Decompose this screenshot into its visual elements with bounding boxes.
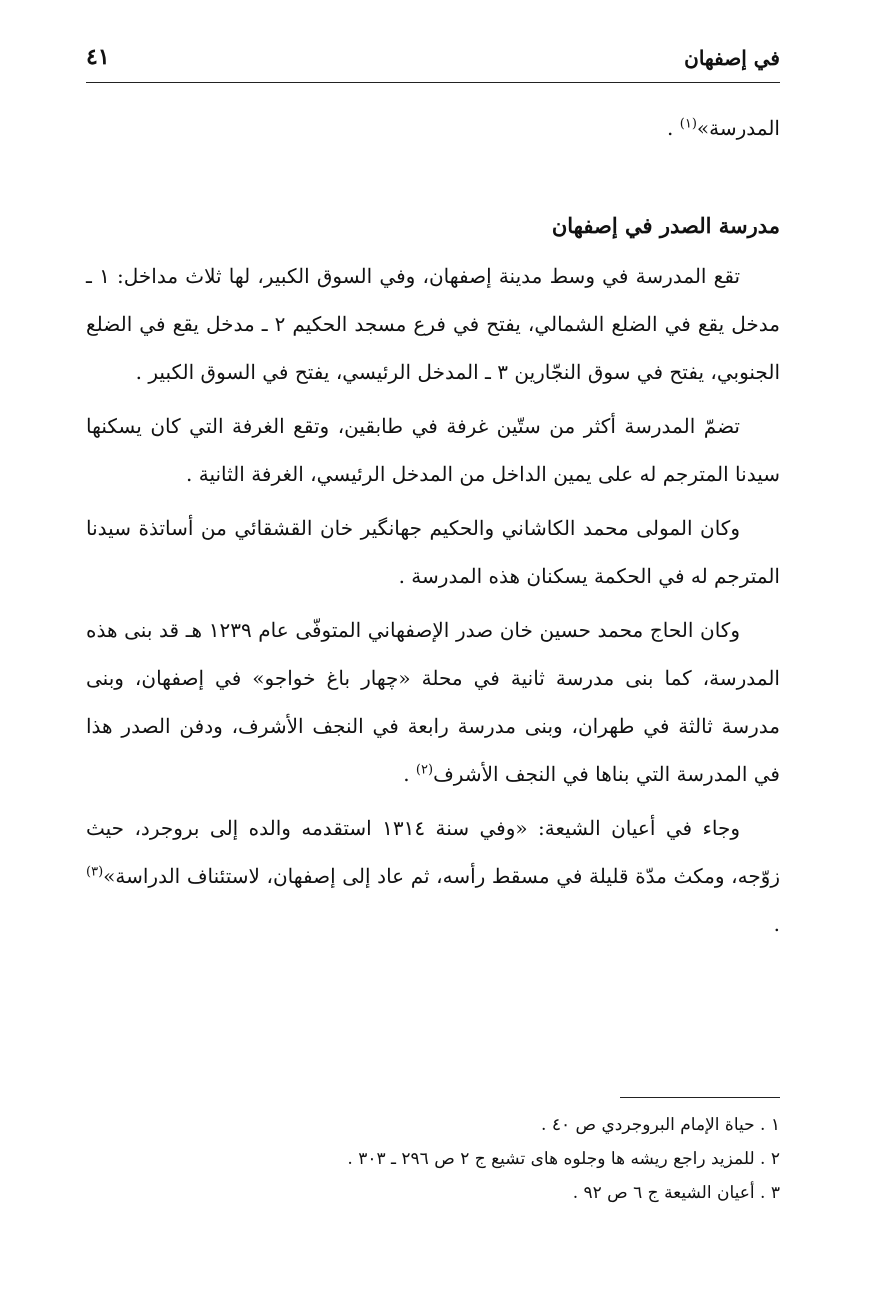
footnote-ref-2: (٢) — [415, 762, 434, 778]
paragraph-founder — [86, 606, 780, 798]
section-body — [86, 252, 780, 948]
footnote-ref-3: (٣) — [86, 864, 104, 880]
continuation-paragraph — [86, 104, 780, 152]
paragraph-ayan-end: . — [773, 912, 780, 936]
footnote-2: ٢ . للمزيد راجع ريشه ها وجلوه هاى تشيع ج ٢ ص ٢٩٦ ـ ٣٠٣ . — [347, 1149, 780, 1169]
running-title: في إصفهان — [684, 46, 780, 70]
paragraph-teachers: وكان المولى محمد الكاشاني والحكيم جهانگير خان القشقائي من أساتذة سيدنا المترجم له في الحكمة يسكنان هذه المدرسة . — [86, 516, 780, 588]
paragraph-ayan-text: وجاء في أعيان الشيعة: «وفي سنة ١٣١٤ استقدمه والده إلى بروجرد، حيث زوّجه، ومكث مدّة قليلة في مسقط رأسه، ثم عاد إلى إصفهان، لاستئناف الدراسة» — [86, 816, 780, 888]
paragraph-ayan — [86, 804, 780, 948]
footnotes — [86, 1108, 780, 1210]
continuation-end: . — [667, 116, 680, 140]
footnote-1: ١ . حياة الإمام البروجردي ص ٤٠ . — [541, 1115, 780, 1135]
footnote-3: ٣ . أعيان الشيعة ج ٦ ص ٩٢ . — [572, 1183, 780, 1203]
running-header — [86, 40, 780, 83]
footnote-ref-1: (١) — [679, 116, 697, 132]
paragraph-rooms: تضمّ المدرسة أكثر من ستّين غرفة في طابقين، وتقع الغرفة التي كان يسكنها سيدنا المترجم له على يمين الداخل من المدخل الرئيسي، الغرفة الثانية . — [86, 414, 780, 486]
page-number: ٤١ — [86, 44, 110, 70]
section-heading: مدرسة الصدر في إصفهان — [551, 213, 780, 238]
footnote-divider — [620, 1097, 780, 1098]
paragraph-founder-text: وكان الحاج محمد حسين خان صدر الإصفهاني المتوفّى عام ١٢٣٩ هـ قد بنى هذه المدرسة، كما بنى مدرسة ثانية في محلة «چهار باغ خواجو» في إصفهان، وبنى مدرسة ثالثة في طهران، وبنى مدرسة رابعة في النجف الأشرف، ودفن الصدر هذا في المدرسة التي بناها في النجف الأشرف — [86, 618, 780, 786]
paragraph-founder-end: . — [403, 762, 416, 786]
paragraph-entrances: تقع المدرسة في وسط مدينة إصفهان، وفي السوق الكبير، لها ثلاث مداخل: ١ ـ مدخل يقع في الضلع الشمالي، يفتح في فرع مسجد الحكيم ٢ ـ مدخل يقع في الضلع الجنوبي، يفتح في سوق النجّارين ٣ ـ المدخل الرئيسي، يفتح في السوق الكبير . — [86, 264, 780, 384]
continuation-text: المدرسة» — [696, 116, 780, 140]
